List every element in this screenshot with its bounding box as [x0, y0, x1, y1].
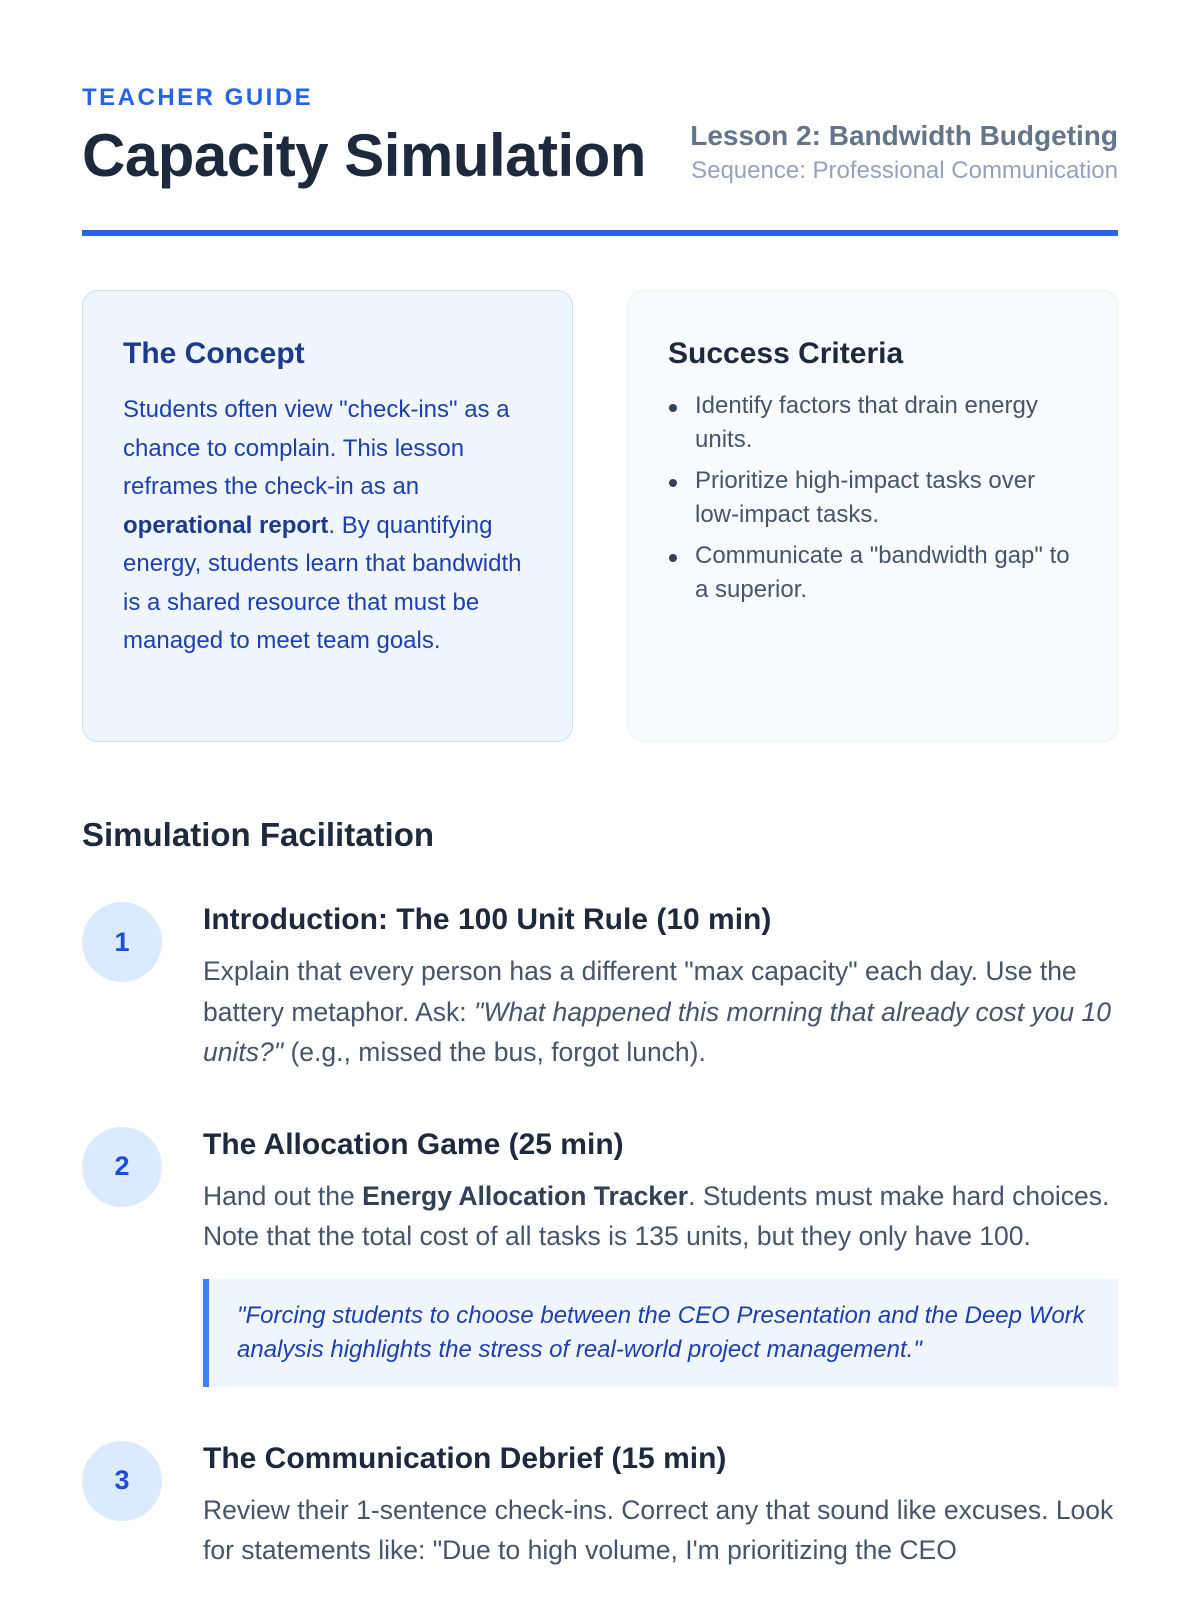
sequence-label: Sequence: Professional Communication [691, 157, 1118, 184]
teacher-note-quote: "Forcing students to choose between the CEO Presentation and the Deep Work analysis highlights the stress of real-world project management." [203, 1279, 1118, 1387]
step-text-part: . Students must make hard choices. Note that the total cost of all tasks is 135 units, but they only have 100. [203, 1180, 1110, 1251]
step-text [203, 951, 1118, 1073]
step-text: Review their 1-sentence check-ins. Correct any that sound like excuses. Look for statements like: "Due to high volume, I'm prioritizing the CEO [203, 1494, 1114, 1565]
step-number-badge: 1 [82, 902, 162, 982]
step-item [82, 1125, 1118, 1387]
step-title: The Communication Debrief (15 min) [203, 1441, 727, 1475]
overview-cards [82, 290, 1118, 742]
facilitation-title: Simulation Facilitation [82, 816, 435, 853]
step-title: The Allocation Game (25 min) [203, 1127, 624, 1161]
criteria-item [668, 389, 1077, 456]
page-title: Capacity Simulation [82, 122, 646, 189]
criteria-item-text: Prioritize high-impact tasks over low-impact tasks. [695, 467, 1036, 528]
bullet-icon [669, 479, 677, 487]
step-text-part: Hand out the [203, 1180, 363, 1211]
bullet-icon [669, 554, 677, 562]
step-item [82, 900, 1118, 1073]
concept-title: The Concept [123, 337, 305, 370]
step-item [82, 1439, 1118, 1571]
concept-text [123, 391, 532, 661]
facilitation-steps [82, 900, 1118, 1571]
eyebrow-label: TEACHER GUIDE [82, 84, 314, 111]
step-body [203, 900, 1118, 1073]
criteria-item [668, 464, 1077, 531]
criteria-item-text: Communicate a "bandwidth gap" to a superior. [695, 542, 1070, 603]
lesson-label: Lesson 2: Bandwidth Budgeting [690, 120, 1118, 151]
criteria-item-text: Identify factors that drain energy units. [695, 392, 1038, 453]
success-criteria-card [627, 290, 1118, 742]
step-text-emphasis: Energy Allocation Tracker [362, 1180, 689, 1211]
success-criteria-list [668, 389, 1077, 606]
step-text-part: (e.g., missed the bus, forgot lunch). [283, 1037, 706, 1067]
step-text [203, 1176, 1118, 1257]
step-body [203, 1439, 1118, 1571]
step-number-badge: 3 [82, 1441, 162, 1521]
step-body [203, 1125, 1118, 1387]
criteria-item [668, 539, 1077, 606]
step-text-question: "What happened this morning that already cost you 10 units?" [203, 996, 1111, 1067]
page-header [82, 0, 1118, 236]
lesson-meta [690, 118, 1118, 188]
step-text-part: Explain that every person has a different "max capacity" each day. Use the battery metaphor. Ask: [203, 956, 1077, 1027]
step-title: Introduction: The 100 Unit Rule (10 min) [203, 903, 772, 936]
concept-text-part: Students often view "check-ins" as a chance to complain. This lesson reframes the check-in as an [123, 396, 510, 500]
concept-card [82, 290, 573, 742]
concept-text-part: . By quantifying energy, students learn that bandwidth is a shared resource that must be managed to meet team goals. [123, 511, 522, 654]
step-number-badge: 2 [82, 1127, 162, 1207]
concept-text-emphasis: operational report [123, 511, 329, 539]
success-criteria-title: Success Criteria [668, 337, 904, 370]
bullet-icon [669, 404, 677, 412]
